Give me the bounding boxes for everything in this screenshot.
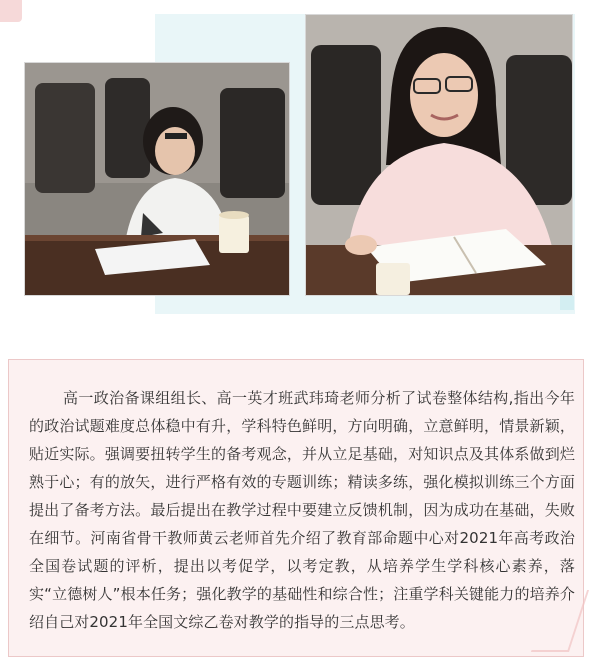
photo-teacher-left: [24, 62, 290, 296]
backdrop-accent: [560, 296, 574, 310]
corner-decoration: [0, 0, 22, 22]
article-paragraph: 高一政治备课组组长、高一英才班武玮琦老师分析了试卷整体结构,指出今年的政治试题难度总体稳中有升，学科特色鲜明，方向明确，立意鲜明，情景新颖，贴近实际。强调要扭转学生的备考观念，并从立足基础，对知识点及其体系做到烂熟于心；有的放矢，进行严格有效的专题训练；精读多练，强化模拟训练三个方面提出了备考方法。最后提出在教学过程中要建立反馈机制，因为成功在基础，失败在细节。河南省骨干教师黄云老师首先介绍了教育部命题中心对2021年高考政治全国卷试题的评析，提出以考促学，以考定教，从培养学生学科核心素养，落实“立德树人”根本任务；强化教学的基础性和综合性；注重学科关键能力的培养介绍自己对2021年全国文综乙卷对教学的指导的三点思考。: [29, 389, 575, 631]
photo-teacher-left-image: [25, 63, 289, 295]
article-text-panel: [8, 359, 584, 657]
photo-teacher-right-image: [306, 15, 572, 295]
photo-teacher-right: [305, 14, 573, 296]
